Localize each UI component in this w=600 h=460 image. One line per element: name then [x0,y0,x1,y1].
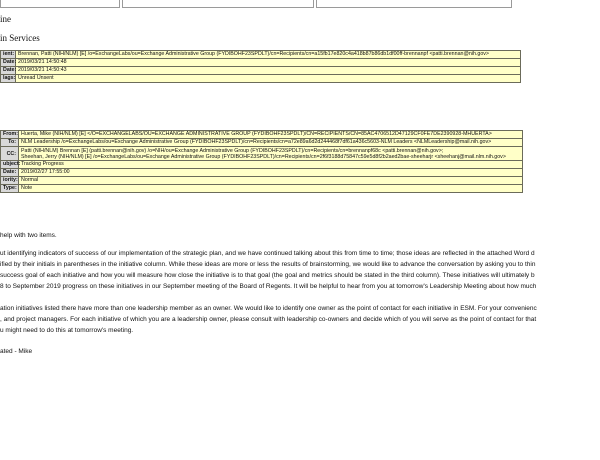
body-line: u might need to do this at tomorrow's meeting. [0,327,134,334]
to-label: To: [1,139,19,147]
body-line: success goal of each initiative and how you will measure how close the initiative is to that goal (the goal and metrics should be stated in the third column). These initiatives will ultimately b [0,272,535,279]
header-row-to [1,139,523,147]
header-row-from [1,131,523,139]
top-toolbar-strip [0,0,600,10]
body-line: ation initiatives listed there have more than one leadership member as an owner. We would like to identify one owner as the point of contact for each initiative in ESM. For your convenienc [0,305,537,312]
date-value: 2019/03/21 14:50:48 [16,59,521,67]
flags-value: Unread Unsent [16,75,521,83]
header-label: lags: [1,75,16,83]
to-value: NLM Leadership /o=ExchangeLabs/ou=Exchange Administrative Group (FYDIBOHF23SPDLT)/cn=Recipients/cn=a72e89a6d2d244468f7df61a436c5603-NLM Leaders <NLMLeadership@mail.nih.gov> [19,139,523,147]
priority-label: iority: [1,177,19,185]
recipient-value: Brennan, Patti (NIH/NLM) [E] /o=ExchangeLabs/ou=Exchange Administrative Group (FYDIBOHF23SPDLT)/cn=Recipients/cn=a15fb17e820c4a418b87b86db1df00ff-brennanpf <patti.brennan@nih.gov> [16,51,521,59]
from-label: From: [1,131,19,139]
toolbar-field [122,0,314,8]
header-row-date [1,59,521,67]
body-line: ut identifying indicators of success of our implementation of the strategic plan, and we have continued talking about this from time to time; those ideas are reflected in the attached Word d [0,250,535,257]
header-row-priority [1,177,523,185]
cc-line: Patti (NIH/NLM) Brennan [E] (patti.brennan@nih.gov) /o=NIH/ou=Exchange Administrative Group (FYDIBOHF23SPDLT)/cn=Recipients/cn=brennanpf68c <patti.brennan@nih.gov>; [21,147,444,154]
body-line: 8 to September 2019 progress on these initiatives in our September meeting of the Board of Regents. It will be helpful to hear from you at tomorrow's Leadership Meeting about how much [0,283,537,290]
subject-label: ubject: [1,161,19,169]
cc-line: Sheehan, Jerry (NIH/NLM) [E] /o=ExchangeLabs/ou=Exchange Administrative Group (FYDIBOHF23SPDLT)/cn=Recipients/cn=2f6f3188d75847c59e5d8f2b2aed2bae-sheeharjr <sheehanj@mail.nlm.nih.gov> [21,153,506,160]
body-line: ified by their initials in parentheses in the initiative column. While these ideas are more or less the results of brainstorming, we would like to advance the conversation by asking you to thin [0,261,536,268]
toolbar-field [316,0,512,8]
message-header-table [0,130,523,193]
type-value: Note [19,185,523,193]
header-row-cc [1,147,523,161]
date-value: 2019/02/27 17:55:00 [19,169,523,177]
subject-value: Tracking Progress [19,161,523,169]
date-label: Date: [1,169,19,177]
header-row-type [1,185,523,193]
header-label: Date: [1,67,16,75]
folder-fragment: in Services [0,33,40,43]
body-line: , and project managers. For each initiative of which you are a leadership owner, please consult with leadership co-owners and decide which of you will serve as the point of contact for that [0,316,537,323]
header-row-flags [1,75,521,83]
cc-value [19,147,523,161]
priority-value: Normal [19,177,523,185]
header-row-date [1,169,523,177]
header-row-date [1,67,521,75]
mailbox-fragment: ine [0,14,11,24]
header-row-recipient [1,51,521,59]
header-label: Date: [1,59,16,67]
date-value: 2019/03/21 14:50:43 [16,67,521,75]
body-line: help with two items. [0,232,57,239]
header-label: ient: [1,51,16,59]
toolbar-field [0,0,120,8]
signature-line: ated - Mike [0,348,33,355]
recipient-header-table [0,50,521,83]
header-row-subject [1,161,523,169]
cc-label: CC: [1,147,19,161]
type-label: Type: [1,185,19,193]
from-value: Huerta, Mike (NIH/NLM) [E] </O=EXCHANGELABS/OU=EXCHANGE ADMINISTRATIVE GROUP (FYDIBOHF23SPDLT)/CN=RECIPIENTS/CN=85AC4706512D47129CF0FE7DE2390928-MHUERTA> [19,131,523,139]
